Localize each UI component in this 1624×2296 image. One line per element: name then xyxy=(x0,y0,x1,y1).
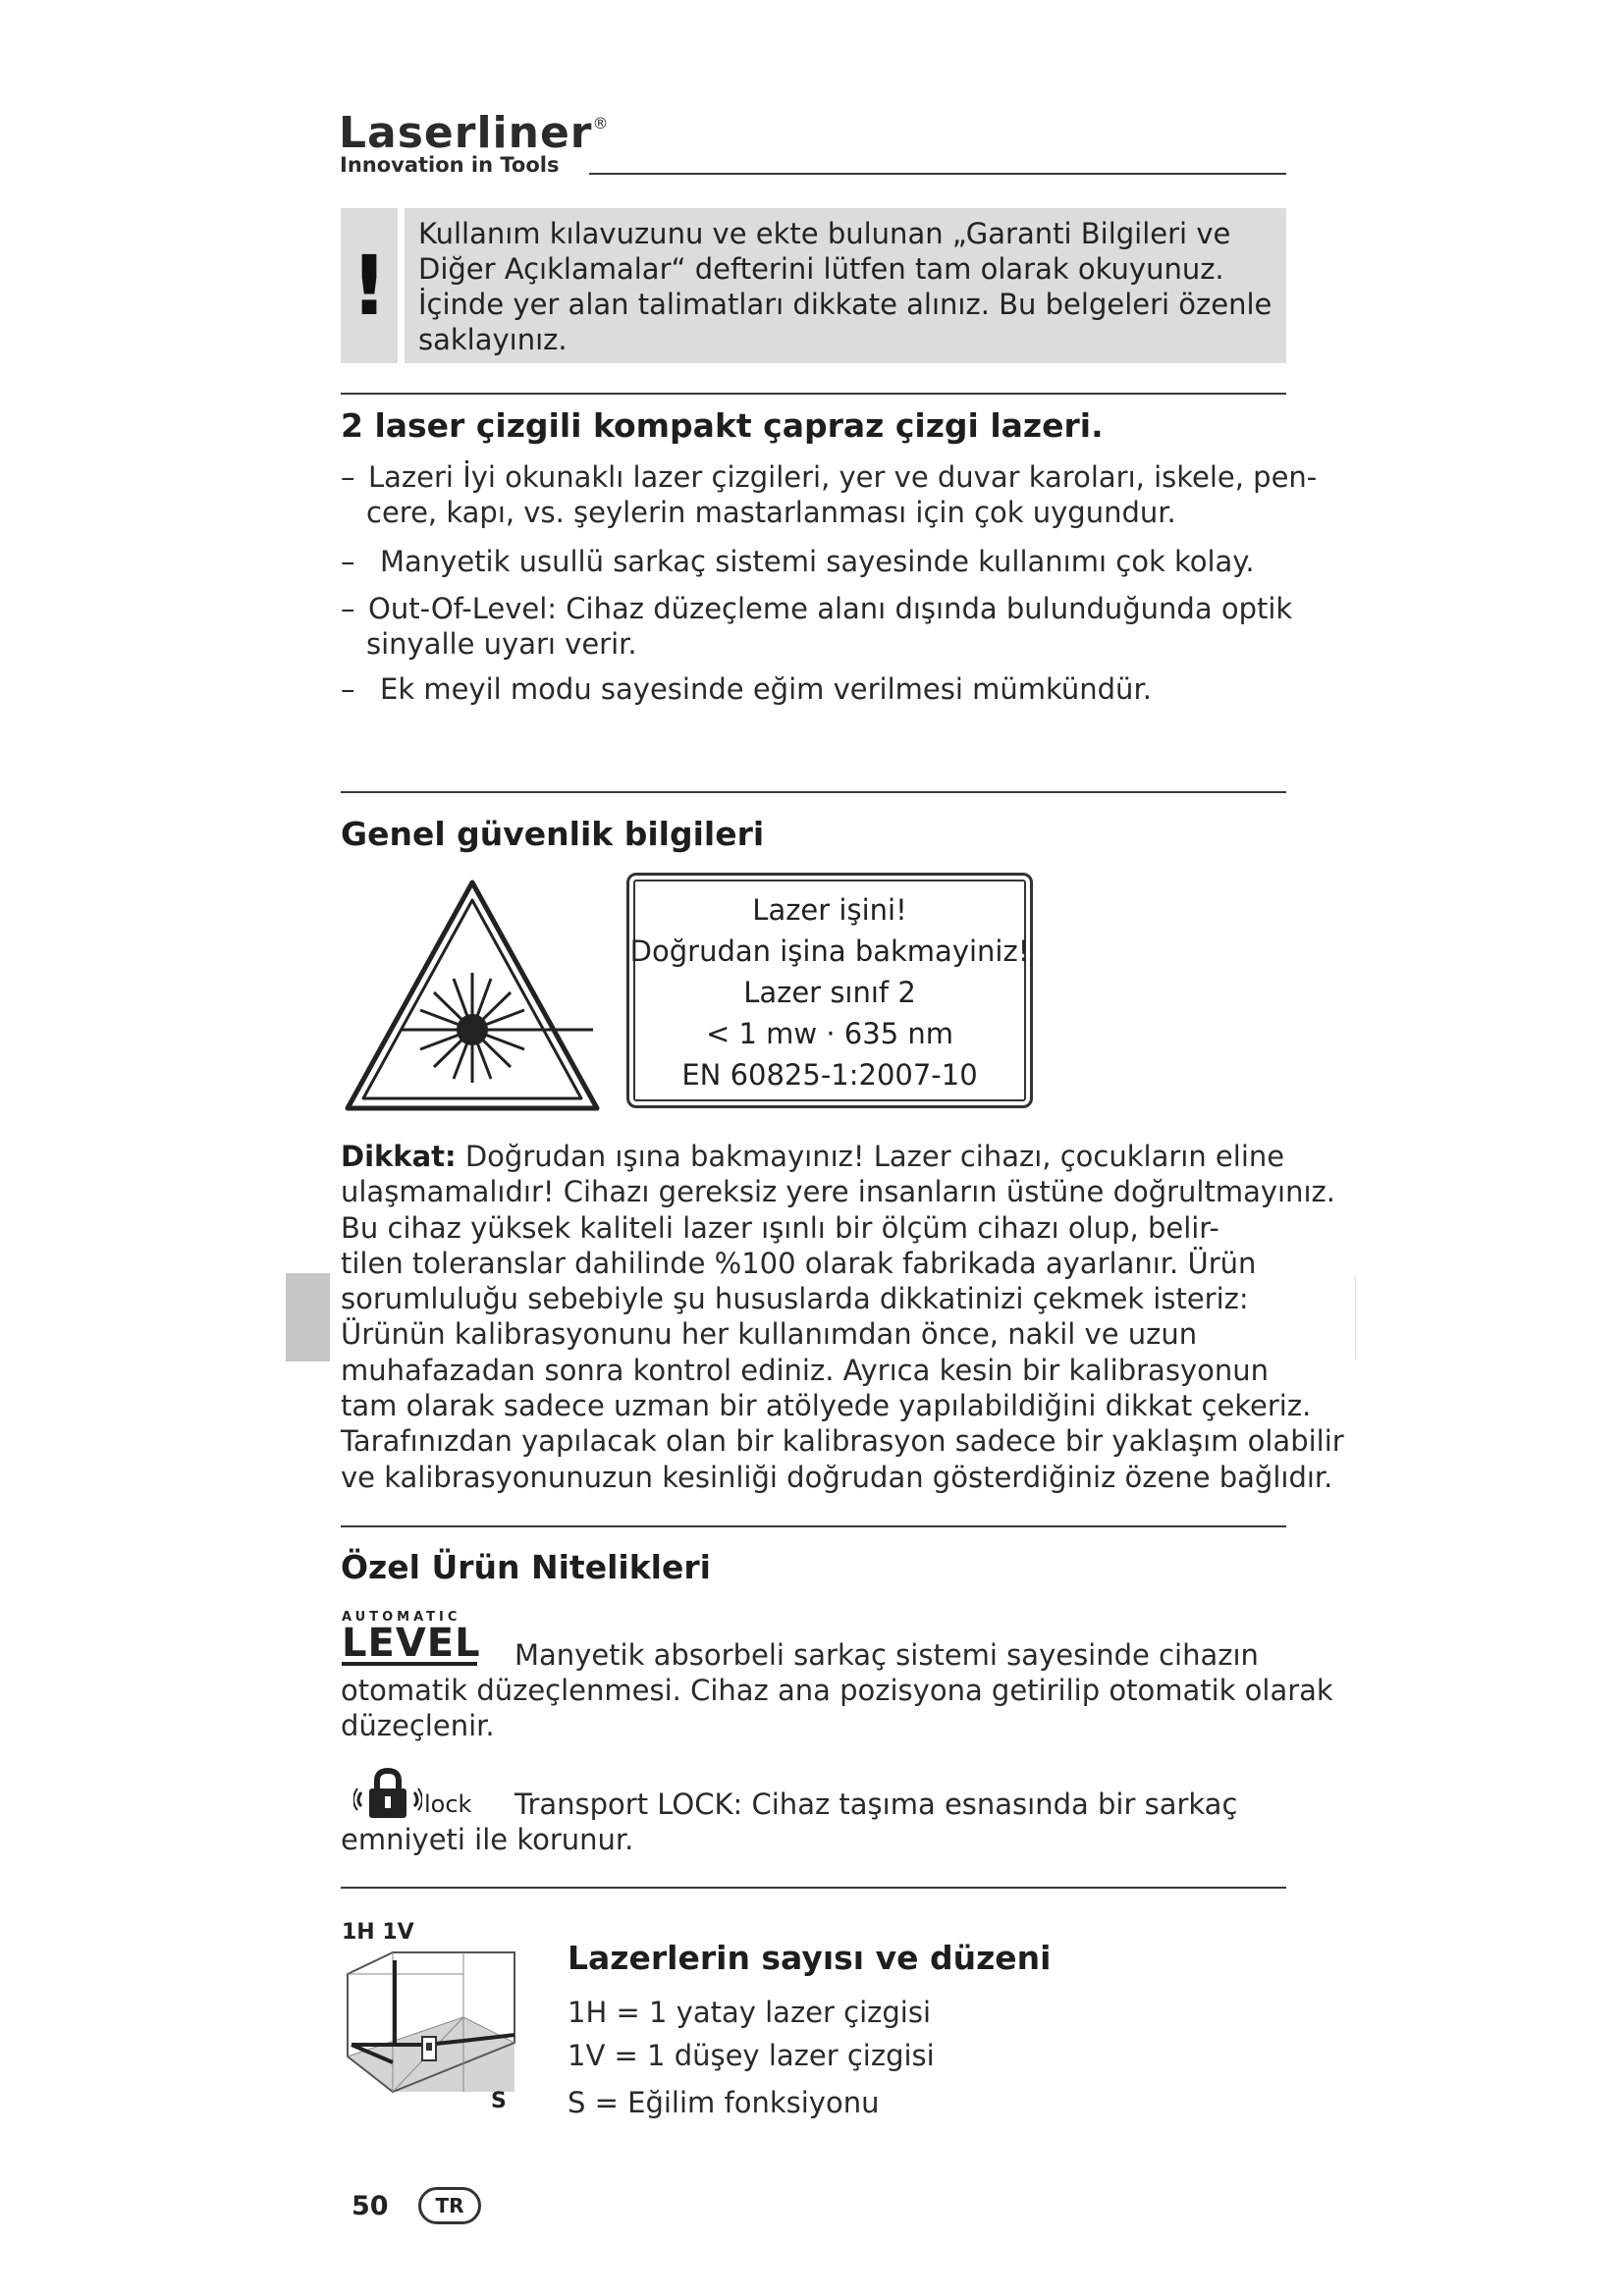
notice-line: saklayınız. xyxy=(418,323,568,356)
caution-line: Tarafınızdan yapılacak olan bir kalibrasyon sadece bir yaklaşım olabilir xyxy=(341,1424,1344,1459)
caution-line: tam olarak sadece uzman bir atölyede yapılabildiğini dikkat çekeriz. xyxy=(341,1389,1312,1423)
bullet-dash: – xyxy=(341,545,355,578)
caution-line: tilen toleranslar dahilinde %100 olarak fabrikada ayarlanır. Ürün xyxy=(341,1246,1257,1280)
lock-text: Transport LOCK: Cihaz taşıma esnasında bir sarkaç xyxy=(514,1788,1238,1821)
auto-level-text: otomatik düzeçlenmesi. Cihaz ana pozisyona getirilip otomatik olarak xyxy=(341,1674,1333,1707)
brand-name: Laserliner xyxy=(339,108,593,158)
page-number: 50 xyxy=(352,2191,389,2221)
safety-heading: Genel güvenlik bilgileri xyxy=(341,815,765,853)
registered-mark: ® xyxy=(592,114,610,133)
padlock-icon xyxy=(353,1767,422,1822)
lock-badge-text: lock xyxy=(424,1790,472,1818)
caution-line: Bu cihaz yüksek kaliteli lazer ışınlı bir ölçüm cihazı olup, belir- xyxy=(341,1210,1219,1245)
transport-lock-icon xyxy=(353,1767,481,1822)
features-heading: Özel Ürün Nitelikleri xyxy=(341,1548,711,1586)
label-line: Doğrudan işina bakmayiniz! xyxy=(629,934,1030,968)
section-divider xyxy=(341,1887,1286,1889)
bullet-text: Manyetik usullü sarkaç sistemi sayesinde kullanımı çok kolay. xyxy=(380,545,1255,578)
brand-tagline: Innovation in Tools xyxy=(340,153,560,177)
laser-item: 1V = 1 düşey lazer çizgisi xyxy=(568,2039,935,2072)
lasers-heading: Lazerlerin sayısı ve düzeni xyxy=(568,1939,1052,1977)
caution-line: sorumluluğu sebebiyle şu hususlarda dikkatinizi çekmek isteriz: xyxy=(341,1282,1249,1316)
caution-line: ve kalibrasyonunuzun kesinliği doğrudan gösterdiğiniz özene bağlıdır. xyxy=(341,1460,1333,1494)
label-line: Lazer sınıf 2 xyxy=(743,976,916,1009)
label-line: < 1 mw · 635 nm xyxy=(705,1017,953,1050)
bullet-dash: – xyxy=(341,592,355,625)
auto-level-badge-top: AUTOMATIC xyxy=(342,1610,461,1625)
bullet-text: Out-Of-Level: Cihaz düzeçleme alanı dışında bulunduğunda optik xyxy=(368,592,1293,625)
bullet-dash: – xyxy=(341,672,355,706)
automatic-level-icon xyxy=(342,1610,481,1666)
side-tab-marker xyxy=(286,1273,330,1362)
notice-line: İçinde yer alan talimatları dikkate alınız. Bu belgeleri özenle xyxy=(418,288,1272,321)
label-line: EN 60825-1:2007-10 xyxy=(681,1058,978,1092)
bullet-text-continued: sinyalle uyarı verir. xyxy=(366,627,637,661)
list-item xyxy=(341,544,1255,579)
laser-item: S = Eğilim fonksiyonu xyxy=(568,2086,880,2119)
auto-level-text: Manyetik absorbeli sarkaç sistemi sayesinde cihazın xyxy=(514,1638,1259,1672)
bullet-text: Ek meyil modu sayesinde eğim verilmesi mümkündür. xyxy=(380,672,1152,706)
laser-config-label: 1H 1V xyxy=(342,1920,414,1945)
caution-paragraph xyxy=(341,1139,1344,1495)
auto-level-badge-main: LEVEL xyxy=(342,1621,481,1666)
language-badge: TR xyxy=(418,2187,481,2224)
bullet-text: Lazeri İyi okunaklı lazer çizgileri, yer ve duvar karoları, iskele, pen- xyxy=(368,460,1318,494)
laser-item: 1H = 1 yatay lazer çizgisi xyxy=(568,1996,932,2029)
caution-line: ulaşmamalıdır! Cihazı gereksiz yere insanların üstüne doğrultmayınız. xyxy=(341,1175,1335,1209)
notice-line: Kullanım kılavuzunu ve ekte bulunan „Garanti Bilgileri ve xyxy=(418,217,1231,250)
tilt-function-label: S xyxy=(491,2089,507,2113)
intro-heading: 2 laser çizgili kompakt çapraz çizgi lazeri. xyxy=(341,406,1104,445)
lock-text: emniyeti ile korunur. xyxy=(341,1823,634,1856)
section-divider xyxy=(341,1525,1286,1527)
laser-layout-diagram xyxy=(346,1949,518,2094)
bullet-text-continued: cere, kapı, vs. şeylerin mastarlanması için çok uygundur. xyxy=(366,496,1176,529)
laser-hazard-icon xyxy=(342,877,603,1114)
list-item xyxy=(341,459,1317,530)
list-item xyxy=(341,671,1152,707)
header-divider xyxy=(589,173,1286,175)
section-divider xyxy=(341,791,1286,793)
bullet-dash: – xyxy=(341,460,355,494)
brand-logo xyxy=(339,108,610,158)
notice-box xyxy=(405,208,1286,363)
side-edge-line xyxy=(1355,1276,1356,1360)
caution-label: Dikkat: xyxy=(341,1140,457,1173)
notice-line: Diğer Açıklamalar“ defterini lütfen tam olarak okuyunuz. xyxy=(418,252,1224,286)
list-item xyxy=(341,591,1292,662)
warning-exclamation-icon: ! xyxy=(341,208,398,363)
auto-level-text: düzeçlenir. xyxy=(341,1709,495,1742)
label-line: Lazer işini! xyxy=(752,893,907,927)
caution-text: Doğrudan ışına bakmayınız! Lazer cihazı, çocukların eline xyxy=(456,1140,1285,1173)
section-divider xyxy=(341,393,1286,395)
caution-line: Ürünün kalibrasyonunu her kullanımdan önce, nakil ve uzun xyxy=(341,1317,1198,1352)
caution-line: muhafazadan sonra kontrol ediniz. Ayrıca kesin bir kalibrasyonun xyxy=(341,1353,1269,1387)
laser-warning-label xyxy=(626,873,1033,1108)
